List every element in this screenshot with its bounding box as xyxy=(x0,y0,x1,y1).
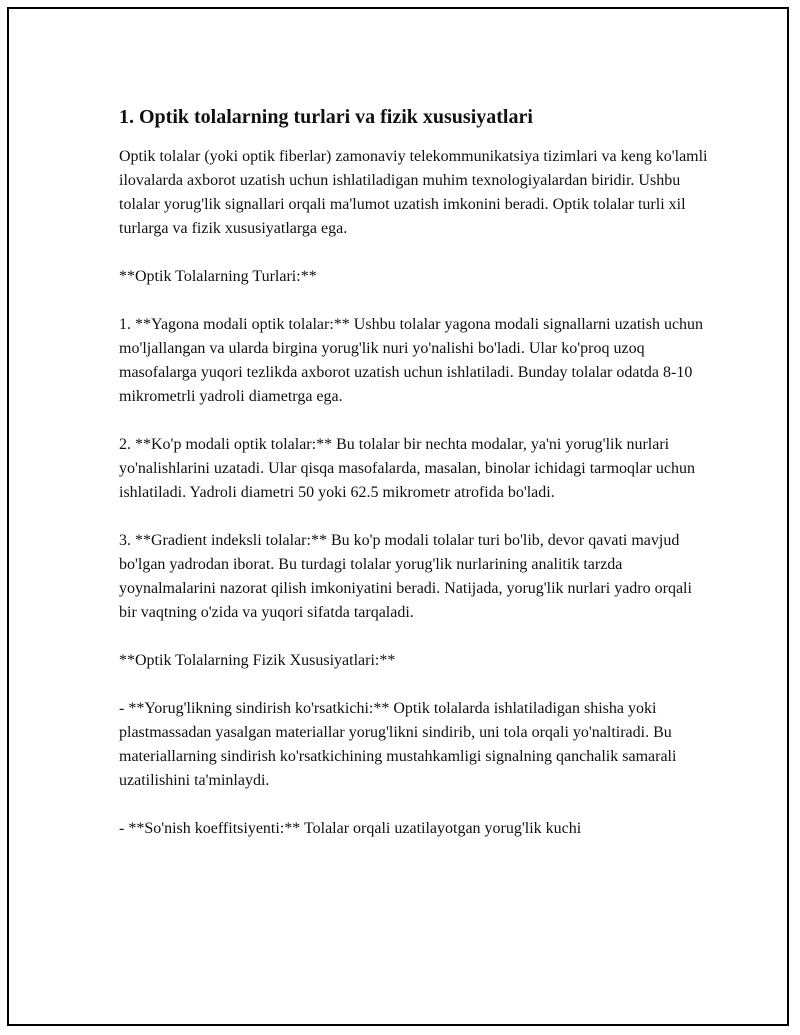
paragraph-gradient-index: 3. **Gradient indeksli tolalar:** Bu ko'p modali tolalar turi bo'lib, devor qavati mavjud bo'lgan yadrodan iborat. Bu turdagi tolalar yorug'lik nurlarining analitik tarzda yoynalmalarini nazorat qilish imkoniyatini beradi. Natijada, yorug'lik nurlari yadro orqali bir vaqtning o'zida va yuqori sifatda tarqaladi. xyxy=(119,532,692,621)
heading-types: **Optik Tolalarning Turlari:** xyxy=(119,268,317,285)
paragraph-single-mode: 1. **Yagona modali optik tolalar:** Ushbu tolalar yagona modali signallarni uzatish uchun mo'ljallangan va ularda birgina yorug'lik nuri yo'nalishi bo'ladi. Ular ko'proq uzoq masofalarga yuqori tezlikda axborot uzatish uchun ishlatiladi. Bunday tolalar odatda 8-10 mikrometrli yadroli diametrga ega. xyxy=(119,316,704,405)
paragraph-attenuation: - **So'nish koeffitsiyenti:** Tolalar orqali uzatilayotgan yorug'lik kuchi xyxy=(119,820,582,837)
heading-physical-properties: **Optik Tolalarning Fizik Xususiyatlari:** xyxy=(119,652,396,669)
document-title: 1. Optik tolalarning turlari va fizik xususiyatlari xyxy=(119,106,533,128)
document-body xyxy=(119,104,709,841)
paragraph-intro: Optik tolalar (yoki optik fiberlar) zamonaviy telekommunikatsiya tizimlari va keng ko'lamli ilovalarda axborot uzatish uchun ishlatiladigan muhim texnologiyalardan biridir. Ushbu tolalar yorug'lik signallari orqali ma'lumot uzatish imkonini beradi. Optik tolalar turli xil turlarga va fizik xususiyatlarga ega. xyxy=(119,148,708,237)
paragraph-multi-mode: 2. **Ko'p modali optik tolalar:** Bu tolalar bir nechta modalar, ya'ni yorug'lik nurlari yo'nalishlarini uzatadi. Ular qisqa masofalarda, masalan, binolar ichidagi tarmoqlar uchun ishlatiladi. Yadroli diametri 50 yoki 62.5 mikrometr atrofida bo'ladi. xyxy=(119,436,696,501)
paragraph-refraction-index: - **Yorug'likning sindirish ko'rsatkichi:** Optik tolalarda ishlatiladigan shisha yoki plastmassadan yasalgan materiallar yorug'likni sindirib, uni tola orqali yo'naltiradi. Bu materiallarning sindirish ko'rsatkichining mustahkamligi signalning qanchalik samarali uzatilishini ta'minlaydi. xyxy=(119,700,677,789)
page-frame xyxy=(7,7,789,1026)
